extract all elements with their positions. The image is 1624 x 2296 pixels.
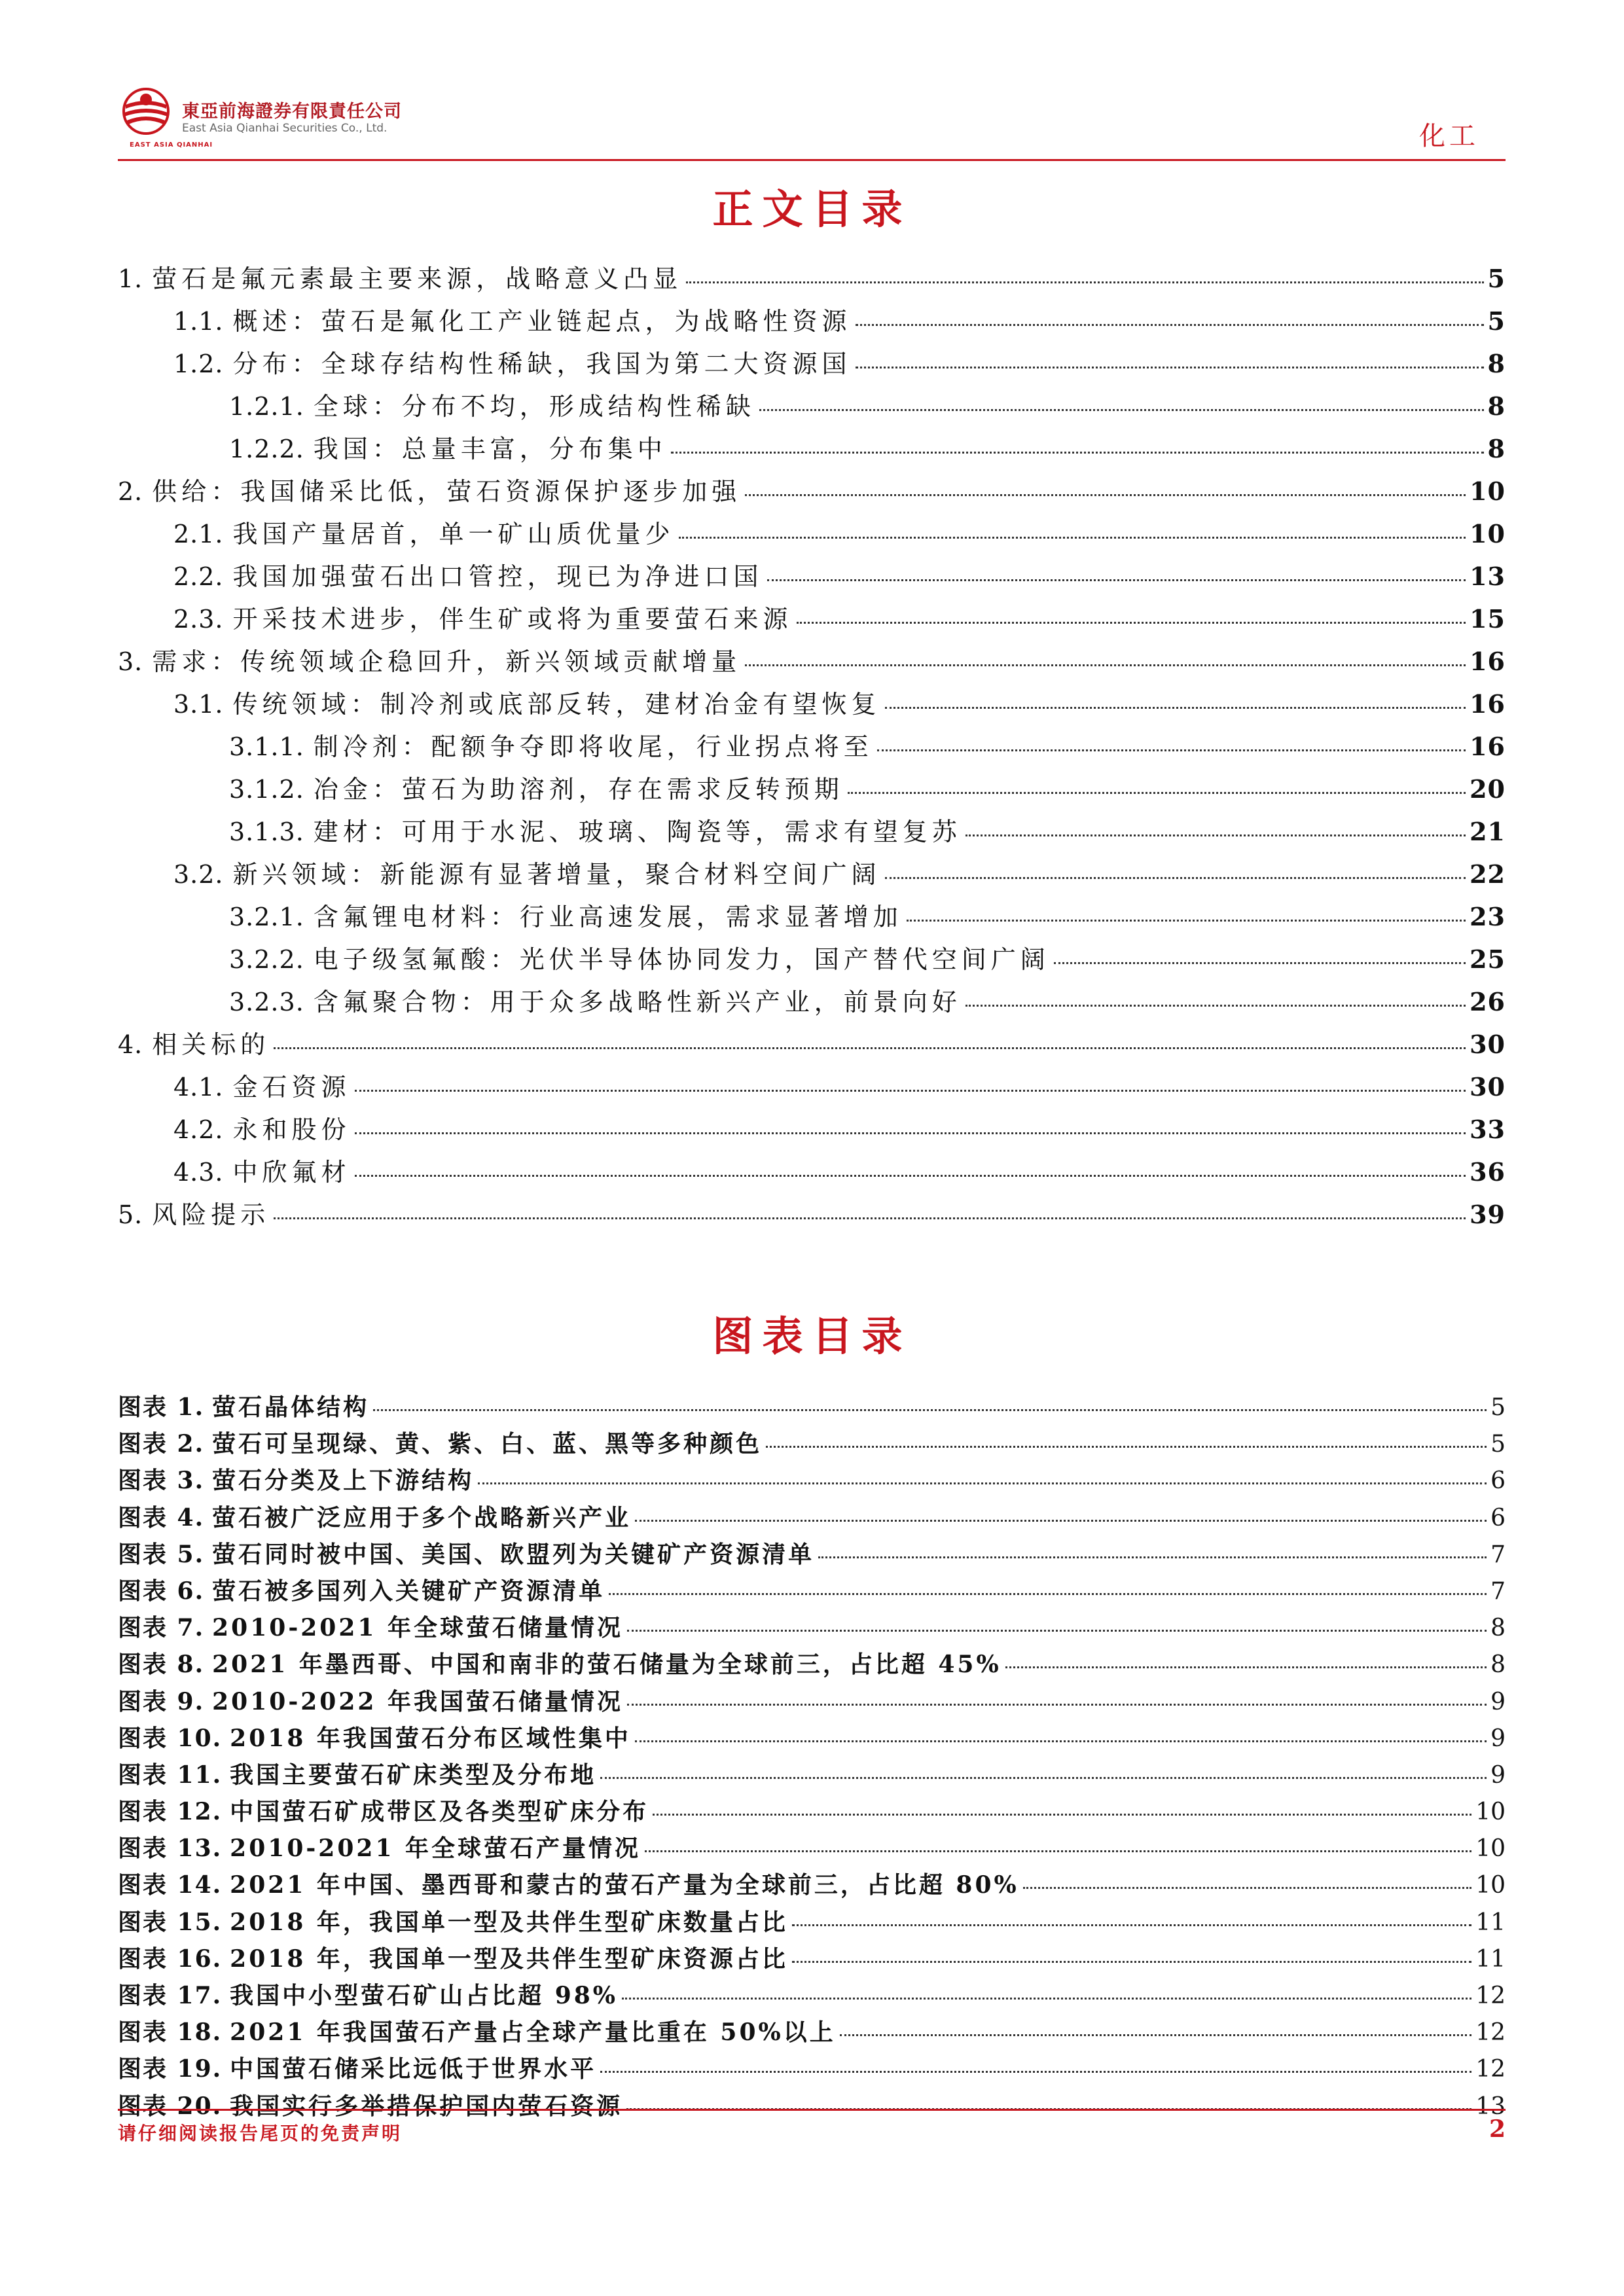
toc-title: 正文目录 <box>712 185 912 233</box>
company-logo-icon <box>118 85 174 141</box>
toc-entry[interactable] <box>118 812 1506 854</box>
toc-entry-page: 5 <box>1487 306 1506 336</box>
figure-entry-label: 图表 4. <box>118 1503 205 1532</box>
figure-entry-title: 中国萤石矿成带区及各类型矿床分布 <box>230 1798 649 1826</box>
dot-leader <box>965 834 1466 836</box>
toc-entry[interactable] <box>118 599 1506 641</box>
dot-leader <box>478 1482 1487 1484</box>
figure-entry[interactable] <box>118 1609 1506 1646</box>
figure-entry-label: 图表 10. <box>118 1724 223 1752</box>
toc-entry-page: 21 <box>1470 817 1506 846</box>
figure-entry-page: 6 <box>1490 1504 1506 1532</box>
dot-leader <box>818 1556 1487 1558</box>
figure-entry-title: 我国实行多举措保护国内萤石资源 <box>230 2092 623 2120</box>
toc-entry-page: 26 <box>1470 987 1506 1016</box>
figure-entry-label: 图表 16. <box>118 1945 223 1973</box>
toc-entry[interactable] <box>118 1109 1506 1152</box>
figure-entry[interactable] <box>118 1573 1506 1609</box>
toc-entry-title: 概述：萤石是氟化工产业链起点，为战略性资源 <box>232 307 852 336</box>
toc-entry-title: 分布：全球存结构性稀缺，我国为第二大资源国 <box>232 350 852 378</box>
dot-leader <box>645 1850 1471 1852</box>
figure-entry-title: 萤石被多国列入关键矿产资源清单 <box>212 1577 605 1605</box>
dot-leader <box>885 877 1466 879</box>
dot-leader <box>671 452 1484 454</box>
toc-entry-title: 含氟聚合物：用于众多战略性新兴产业，前景向好 <box>313 988 962 1016</box>
figure-entry[interactable] <box>118 1683 1506 1720</box>
toc-entry[interactable] <box>118 939 1506 982</box>
figure-entry-label: 图表 13. <box>118 1835 223 1863</box>
dot-leader <box>840 2034 1471 2036</box>
dot-leader <box>627 1630 1487 1632</box>
figure-entry[interactable] <box>118 1426 1506 1462</box>
toc-entry-page: 33 <box>1470 1115 1506 1144</box>
figure-entry-label: 图表 12. <box>118 1798 223 1826</box>
dot-leader <box>622 1998 1471 2000</box>
toc-entry-title: 供给：我国储采比低，萤石资源保护逐步加强 <box>152 477 742 506</box>
dot-leader <box>907 920 1466 922</box>
dot-leader <box>745 494 1466 496</box>
figure-entry-label: 图表 6. <box>118 1577 205 1605</box>
toc-entry[interactable] <box>118 429 1506 471</box>
dot-leader <box>856 367 1484 368</box>
dot-leader <box>1005 1666 1487 1668</box>
dot-leader <box>885 707 1466 709</box>
toc-entry-title: 制冷剂：配额争夺即将收尾，行业拐点将至 <box>313 732 873 761</box>
figure-entry-page: 8 <box>1490 1615 1506 1642</box>
toc-entry-title: 永和股份 <box>232 1115 351 1144</box>
toc-entry-page: 22 <box>1470 859 1506 889</box>
toc-entry-number: 4.3. <box>173 1158 224 1187</box>
toc-entry-page: 39 <box>1470 1200 1506 1229</box>
toc-entry[interactable] <box>118 641 1506 684</box>
logo-wordmark: EAST ASIA QIANHAI <box>130 141 213 149</box>
figure-entry-label: 图表 15. <box>118 1908 223 1936</box>
figure-entry-title: 我国主要萤石矿床类型及分布地 <box>230 1761 597 1789</box>
figure-entry-label: 图表 1. <box>118 1393 205 1421</box>
figure-entry[interactable] <box>118 1720 1506 1757</box>
toc-entry-number: 1.2. <box>173 350 224 378</box>
dot-leader <box>627 1704 1487 1706</box>
toc-entry[interactable] <box>118 897 1506 939</box>
figure-entry-page: 7 <box>1490 1541 1506 1568</box>
dot-leader <box>635 1520 1487 1522</box>
toc-entry-page: 10 <box>1470 519 1506 548</box>
figure-entry[interactable] <box>118 1499 1506 1536</box>
toc-entry[interactable] <box>118 344 1506 386</box>
toc-entry[interactable] <box>118 769 1506 812</box>
toc-entry-number: 4. <box>118 1030 143 1059</box>
toc-entry-page: 25 <box>1470 944 1506 974</box>
toc-entry-number: 2. <box>118 477 143 506</box>
toc-entry-page: 30 <box>1470 1030 1506 1059</box>
table-of-contents <box>118 259 1506 1237</box>
toc-entry-number: 2.1. <box>173 520 224 548</box>
toc-entry-title: 风险提示 <box>152 1200 270 1229</box>
toc-entry-number: 1. <box>118 264 143 293</box>
figure-entry-page: 5 <box>1490 1394 1506 1421</box>
figure-entry-page: 12 <box>1475 2019 1506 2047</box>
toc-entry-number: 3.1.3. <box>229 817 304 846</box>
figure-entry[interactable] <box>118 1536 1506 1573</box>
toc-entry[interactable] <box>118 471 1506 514</box>
figure-entry-title: 萤石可呈现绿、黄、紫、白、蓝、黑等多种颜色 <box>212 1430 763 1458</box>
dot-leader <box>965 1005 1466 1007</box>
figure-entry-title: 中国萤石储采比远低于世界水平 <box>230 2055 597 2083</box>
figure-entry-title: 2010-2021 年全球萤石储量情况 <box>212 1614 623 1642</box>
toc-entry-number: 3.1.1. <box>229 732 304 761</box>
toc-entry-page: 20 <box>1470 774 1506 804</box>
figure-entry-page: 12 <box>1475 1982 1506 2009</box>
dot-leader <box>745 664 1466 666</box>
figure-entry-page: 6 <box>1490 1467 1506 1495</box>
toc-entry-title: 开采技术进步，伴生矿或将为重要萤石来源 <box>232 605 793 634</box>
toc-entry-number: 4.1. <box>173 1073 224 1102</box>
toc-entry-title: 新兴领域：新能源有显著增量，聚合材料空间广阔 <box>232 860 881 889</box>
figure-entry-page: 7 <box>1490 1577 1506 1605</box>
toc-entry-number: 3.1. <box>173 690 224 719</box>
figure-entry-label: 图表 9. <box>118 1687 205 1715</box>
toc-entry[interactable] <box>118 556 1506 599</box>
figure-entry[interactable] <box>118 1977 1506 2014</box>
toc-entry-title: 传统领域：制冷剂或底部反转，建材冶金有望恢复 <box>232 690 881 719</box>
toc-entry-title: 我国加强萤石出口管控，现已为净进口国 <box>232 562 763 591</box>
toc-entry-title: 需求：传统领域企稳回升，新兴领域贡献增量 <box>152 647 742 676</box>
toc-entry-number: 1.2.2. <box>229 435 304 463</box>
figure-entry-title: 2021 年我国萤石产量占全球产量比重在 50%以上 <box>230 2018 836 2047</box>
header-divider <box>118 159 1506 161</box>
sector-label: 化工 <box>1419 121 1479 151</box>
figure-entry-page: 10 <box>1475 1835 1506 1863</box>
toc-entry-number: 2.3. <box>173 605 224 634</box>
toc-entry-number: 3.2.3. <box>229 988 304 1016</box>
toc-entry[interactable] <box>118 982 1506 1024</box>
figure-entry-title: 2021 年墨西哥、中国和南非的萤石储量为全球前三，占比超 45% <box>212 1651 1001 1679</box>
figures-title: 图表目录 <box>712 1312 912 1360</box>
figure-entry[interactable] <box>118 1646 1506 1683</box>
figure-entry-page: 11 <box>1475 1909 1506 1936</box>
figure-entry-page: 9 <box>1490 1688 1506 1715</box>
toc-entry-page: 23 <box>1470 902 1506 931</box>
dot-leader <box>848 792 1466 794</box>
toc-entry-page: 15 <box>1470 604 1506 634</box>
figure-entry[interactable] <box>118 1389 1506 1426</box>
toc-entry-page: 8 <box>1487 391 1506 421</box>
dot-leader <box>766 1446 1487 1448</box>
toc-entry-title: 建材：可用于水泥、玻璃、陶瓷等，需求有望复苏 <box>313 817 962 846</box>
figure-entry-title: 萤石分类及上下游结构 <box>212 1467 475 1495</box>
figure-entry-label: 图表 20. <box>118 2092 223 2120</box>
dot-leader <box>274 1047 1466 1049</box>
toc-entry-number: 1.2.1. <box>229 392 304 421</box>
figure-entry-page: 12 <box>1475 2056 1506 2083</box>
figure-entry-title: 2010-2021 年全球萤石产量情况 <box>230 1835 641 1863</box>
toc-entry-number: 3.2.2. <box>229 945 304 974</box>
figure-entry-page: 8 <box>1490 1651 1506 1679</box>
figure-entry[interactable] <box>118 2051 1506 2087</box>
toc-entry-page: 8 <box>1487 349 1506 378</box>
toc-entry-page: 30 <box>1470 1072 1506 1102</box>
footer-disclaimer: 请仔细阅读报告尾页的免责声明 <box>118 2123 403 2144</box>
dot-leader <box>600 1777 1487 1779</box>
figure-entry-title: 2018 年，我国单一型及共伴生型矿床数量占比 <box>230 1908 788 1936</box>
toc-entry[interactable] <box>118 684 1506 726</box>
toc-entry-page: 8 <box>1487 434 1506 463</box>
figure-entry-label: 图表 17. <box>118 1982 223 2009</box>
figure-entry-label: 图表 7. <box>118 1614 205 1642</box>
toc-entry[interactable] <box>118 1194 1506 1237</box>
toc-entry[interactable] <box>118 1024 1506 1067</box>
figure-entry-label: 图表 11. <box>118 1761 223 1789</box>
dot-leader <box>856 324 1484 326</box>
footer-divider <box>118 2109 1506 2111</box>
toc-entry-page: 16 <box>1470 647 1506 676</box>
toc-entry[interactable] <box>118 1152 1506 1194</box>
company-name-en: East Asia Qianhai Securities Co., Ltd. <box>182 122 388 135</box>
company-name-cn: 東亞前海證券有限責任公司 <box>182 101 402 122</box>
toc-entry-page: 16 <box>1470 732 1506 761</box>
dot-leader <box>877 749 1466 751</box>
dot-leader <box>635 1740 1487 1742</box>
toc-entry[interactable] <box>118 514 1506 556</box>
toc-entry-page: 13 <box>1470 562 1506 591</box>
figure-entry[interactable] <box>118 1757 1506 1793</box>
toc-entry-number: 3.2.1. <box>229 903 304 931</box>
toc-entry-number: 3.2. <box>173 860 224 889</box>
figure-entry[interactable] <box>118 1793 1506 1830</box>
toc-entry-title: 含氟锂电材料：行业高速发展，需求显著增加 <box>313 903 903 931</box>
toc-entry[interactable] <box>118 259 1506 301</box>
toc-entry[interactable] <box>118 301 1506 344</box>
figure-entry-label: 图表 19. <box>118 2055 223 2083</box>
figure-entry-title: 2018 年我国萤石分布区域性集中 <box>230 1724 631 1752</box>
figure-entry-label: 图表 14. <box>118 1871 223 1899</box>
page-header <box>118 85 1506 158</box>
dot-leader <box>600 2071 1471 2073</box>
toc-entry-title: 萤石是氟元素最主要来源，战略意义凸显 <box>152 264 683 293</box>
figure-entry-page: 9 <box>1490 1725 1506 1752</box>
toc-entry-page: 5 <box>1487 264 1506 293</box>
figure-entry-label: 图表 5. <box>118 1540 205 1568</box>
toc-entry[interactable] <box>118 1067 1506 1109</box>
figure-entry-page: 5 <box>1490 1431 1506 1458</box>
figure-entry-title: 萤石被广泛应用于多个战略新兴产业 <box>212 1503 632 1532</box>
figure-entry-title: 2021 年中国、墨西哥和蒙古的萤石产量为全球前三，占比超 80% <box>230 1871 1019 1899</box>
figure-entry-label: 图表 8. <box>118 1651 205 1679</box>
toc-entry-title: 电子级氢氟酸：光伏半导体协同发力，国产替代空间广阔 <box>313 945 1050 974</box>
page-number: 2 <box>1489 2115 1506 2143</box>
figure-entry-title: 我国中小型萤石矿山占比超 98% <box>230 1982 619 2009</box>
figure-entry-page: 13 <box>1475 2092 1506 2120</box>
figure-entry[interactable] <box>118 1462 1506 1499</box>
toc-entry-title: 冶金：萤石为助溶剂，存在需求反转预期 <box>313 775 844 804</box>
toc-entry-number: 2.2. <box>173 562 224 591</box>
dot-leader <box>355 1090 1466 1092</box>
toc-entry-number: 5. <box>118 1200 143 1229</box>
dot-leader <box>653 1814 1471 1816</box>
figure-entry-label: 图表 3. <box>118 1467 205 1495</box>
dot-leader <box>274 1217 1466 1219</box>
toc-entry-number: 4.2. <box>173 1115 224 1144</box>
figure-entry-label: 图表 2. <box>118 1430 205 1458</box>
dot-leader <box>792 1924 1471 1926</box>
toc-entry-title: 全球：分布不均，形成结构性稀缺 <box>313 392 755 421</box>
figure-entry[interactable] <box>118 1941 1506 1977</box>
dot-leader <box>759 409 1484 411</box>
figure-entry[interactable] <box>118 2014 1506 2051</box>
dot-leader <box>1054 962 1466 964</box>
toc-entry-title: 中欣氟材 <box>232 1158 351 1187</box>
toc-entry-page: 10 <box>1470 476 1506 506</box>
dot-leader <box>792 1961 1471 1963</box>
toc-entry[interactable] <box>118 726 1506 769</box>
figure-entry[interactable] <box>118 1867 1506 1903</box>
dot-leader <box>355 1175 1466 1177</box>
dot-leader <box>679 537 1466 539</box>
toc-entry[interactable] <box>118 854 1506 897</box>
dot-leader <box>355 1132 1466 1134</box>
dot-leader <box>797 622 1466 624</box>
figure-entry-title: 萤石同时被中国、美国、欧盟列为关键矿产资源清单 <box>212 1540 815 1568</box>
toc-entry-title: 我国：总量丰富，分布集中 <box>313 435 667 463</box>
dot-leader <box>1023 1887 1471 1889</box>
figure-entry-page: 11 <box>1475 1945 1506 1973</box>
dot-leader <box>686 281 1483 283</box>
dot-leader <box>609 1593 1487 1595</box>
figure-entry-page: 10 <box>1475 1872 1506 1899</box>
dot-leader <box>767 579 1466 581</box>
toc-entry-title: 相关标的 <box>152 1030 270 1059</box>
figure-entry-title: 2010-2022 年我国萤石储量情况 <box>212 1687 623 1715</box>
toc-entry[interactable] <box>118 386 1506 429</box>
toc-entry-title: 金石资源 <box>232 1073 351 1102</box>
figure-entry-page: 10 <box>1475 1799 1506 1826</box>
dot-leader <box>373 1409 1487 1411</box>
toc-entry-page: 16 <box>1470 689 1506 719</box>
toc-entry-title: 我国产量居首，单一矿山质优量少 <box>232 520 675 548</box>
toc-entry-number: 1.1. <box>173 307 224 336</box>
toc-entry-page: 36 <box>1470 1157 1506 1187</box>
figure-entry-title: 萤石晶体结构 <box>212 1393 370 1421</box>
figures-list <box>118 1389 1506 2125</box>
figure-entry-label: 图表 18. <box>118 2018 223 2047</box>
figure-entry[interactable] <box>118 1904 1506 1941</box>
toc-entry-number: 3. <box>118 647 143 676</box>
figure-entry-page: 9 <box>1490 1761 1506 1789</box>
toc-entry-number: 3.1.2. <box>229 775 304 804</box>
figure-entry-title: 2018 年，我国单一型及共伴生型矿床资源占比 <box>230 1945 788 1973</box>
figure-entry[interactable] <box>118 1830 1506 1867</box>
